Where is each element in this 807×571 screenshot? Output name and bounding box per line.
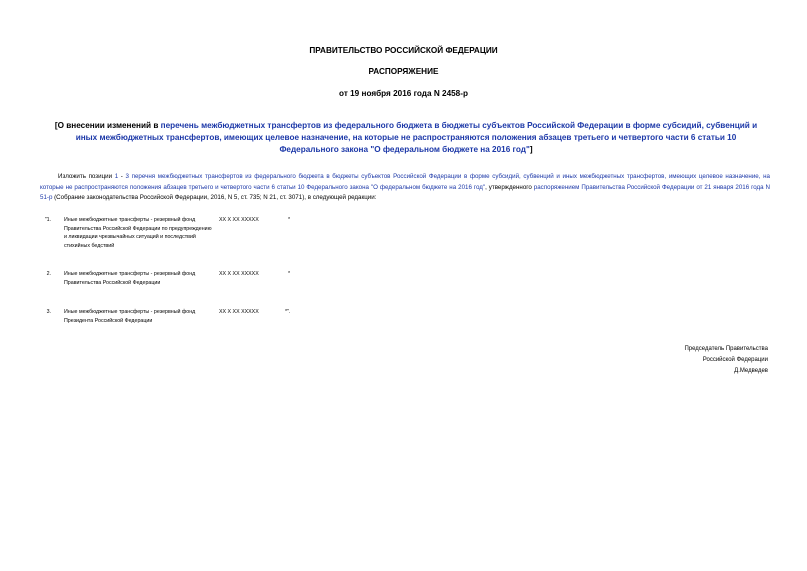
order-reference-link[interactable]: распоряжением Правительства Российской Федерации от 21 января 2016 года N 51-р [40, 183, 771, 201]
headline-link[interactable]: перечень межбюджетных трансфертов из федерального бюджета в бюджеты субъектов Российской Федерации в форме субсидий, субвенций и иных межбюджетных трансфертов, имеющих целевое назначение, на которые не распространяются положения абзацев третьего и четвертого части 6 статьи 10 Федерального закона "О федеральном бюджете на 2016 год" [75, 121, 758, 154]
row-mark: * [288, 271, 291, 277]
table-row [0, 216, 807, 262]
row-number: "1. [44, 217, 51, 223]
signature-block [600, 344, 768, 377]
headline-close: ] [529, 145, 533, 154]
row-mark: * [288, 217, 291, 223]
row-number: 2. [46, 271, 51, 277]
row-mark: *". [285, 309, 291, 315]
row-name: Иные межбюджетные трансферты - резервный фонд Правительства Российской Федерации [64, 271, 196, 286]
body-text-1: Изложить позиции [58, 173, 115, 180]
list-reference-link[interactable]: 3 перечня межбюджетных трансфертов из федерального бюджета в бюджеты субъектов Российской Федерации в форме субсидий, субвенций и иных межбюджетных трансфертов, имеющих целевое назначение, на которые не распространяются положения абзацев третьего и четвертого части 6 статьи 10 Федерального закона "О федеральном бюджете на 2016 год" [40, 173, 770, 191]
body-text-3: , утвержденного [485, 183, 534, 191]
document-headline [52, 120, 760, 156]
organization-title: ПРАВИТЕЛЬСТВО РОССИЙСКОЙ ФЕДЕРАЦИИ [309, 46, 498, 55]
body-paragraph [40, 172, 770, 204]
row-code: ХХ Х ХХ ХХХХХ [219, 271, 259, 277]
row-code: ХХ Х ХХ ХХХХХ [219, 217, 259, 223]
row-name: Иные межбюджетные трансферты - резервный фонд Президента Российской Федерации [64, 309, 196, 324]
signature-title: Председатель Правительства [684, 346, 768, 352]
body-text-4: (Собрание законодательства Российской Федерации, 2016, N 5, ст. 735; N 21, ст. 3071), в следующей редакции: [52, 194, 377, 201]
row-number: 3. [46, 309, 51, 315]
document-date: от 19 ноября 2016 года N 2458-р [339, 89, 468, 98]
row-code: ХХ Х ХХ ХХХХХ [219, 309, 259, 315]
table-row [0, 308, 807, 338]
headline-open: [О внесении изменений в [54, 121, 161, 130]
body-text-2: - [118, 173, 126, 180]
signature-org: Российской Федерации [702, 357, 768, 363]
position-1-link[interactable]: 1 [114, 173, 119, 180]
document-type: РАСПОРЯЖЕНИЕ [368, 67, 439, 76]
row-name: Иные межбюджетные трансферты - резервный фонд Правительства Российской Федерации по предупреждению и ликвидации чрезвычайных ситуаций и последствий стихийных бедствий [64, 217, 212, 249]
table-row [0, 270, 807, 300]
signature-name: Д.Медведев [734, 368, 768, 374]
